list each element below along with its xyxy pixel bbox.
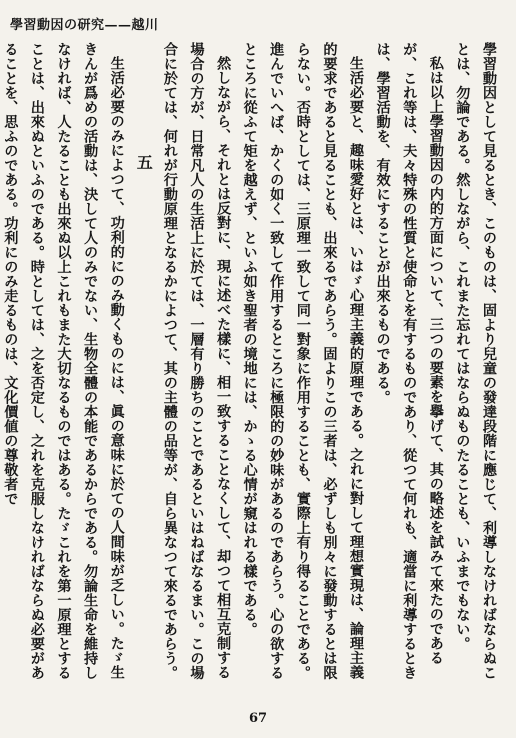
- paragraph: 生活必要と、趣味愛好とは、いはゞ心理主義的原理である。之れに對して理想實現は、論理主義的要求であると見ることも、出來るであらう。固よりこの三者は、必ずしも別々に發動するとは限らない。否時としては、三原理一致して同一對象に作用することも、實際上有り得ることである。進んでいへば、かくの如く一致して作用するところに極限的の妙味があるのであらう。心の欲するところに從ふて矩を越えず、といふ如き聖者の境地には、かゝる心情が窺はれる樣である。: [241, 42, 365, 680]
- paragraph: 私は以上學習動因の内的方面について、三つの要素を擧げて、其の略述を試みて來たのであるが、これ等は、夫々特殊の性質と使命とを有するものであり、從つて何れも、適當に利導するときは、學習活動を、有效にすることが出來るものである。: [374, 42, 444, 680]
- running-header: [0, 10, 516, 33]
- header-title: 學習動因の研究——越川: [10, 18, 159, 33]
- body-text: [2, 42, 502, 692]
- paragraph: 生活必要のみによつて、功利的にのみ動くものには、眞の意味に於ての人間味が乏しい。たゞ生きんが爲めの活動は、決して人のみでない、生物全體の本能であるからである。勿論生命を維持しなければ、人たることも出來ぬ以上これもまた大切なるものではある。たゞこれを第一原理とすることは、出來ぬといふのである。時としては、之を否定し、之れを克服しなければならぬ必要があることを、思ふのである。功利にのみ走るものは、文化價値の尊敬者で: [2, 42, 125, 680]
- section-heading: 五: [134, 154, 154, 171]
- paragraph: 學習動因として見るとき、このものは、固より兒童の發達段階に應じて、利導しなければならぬことは、勿論である。然しながら、これまた忘れてはならぬものたることも、いふまでもない。: [454, 42, 497, 680]
- paragraph: 然しながら、それとは反對に、現に述べた樣に、相一致することなくして、却つて相互克制する場合の方が、日常凡人の生活上に於ては、一層有り勝ちのことであるといはねばなるまい。この場合に於ては、何れが行動原理となるかによつて、其の主體の品等が、自ら異なつて來るであらう。: [161, 42, 232, 680]
- page-number: 67: [248, 711, 268, 726]
